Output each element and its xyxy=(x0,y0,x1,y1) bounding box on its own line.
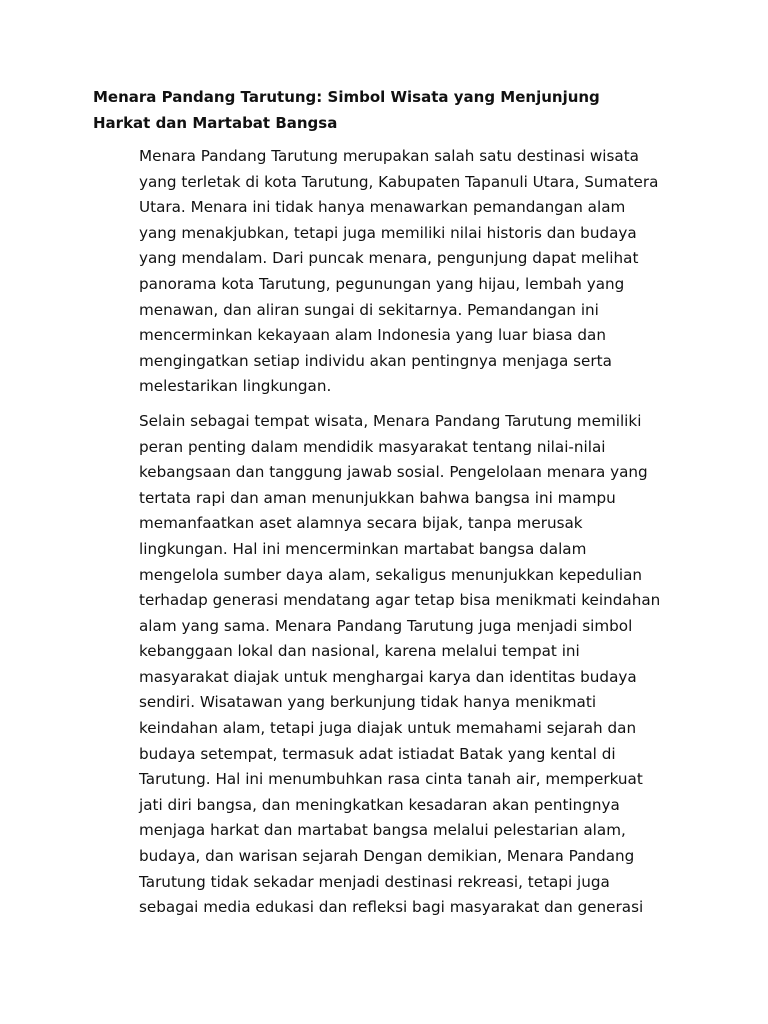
paragraph-line: sendiri. Wisatawan yang berkunjung tidak hanya menikmati xyxy=(139,693,597,712)
paragraph-line: panorama kota Tarutung, pegunungan yang hijau, lembah yang xyxy=(139,274,625,293)
paragraph-line: sebagai media edukasi dan refleksi bagi masyarakat dan generasi xyxy=(139,898,644,917)
paragraph-line: terhadap generasi mendatang agar tetap bisa menikmati keindahan xyxy=(139,591,661,610)
paragraph-line: Menara Pandang Tarutung merupakan salah satu destinasi wisata xyxy=(139,147,639,165)
title-line: Menara Pandang Tarutung: Simbol Wisata yang Menjunjung xyxy=(93,88,600,106)
paragraph-line: mengelola sumber daya alam, sekaligus menunjukkan kepedulian xyxy=(139,565,643,584)
paragraph-1 xyxy=(139,144,684,400)
paragraph-line: tertata rapi dan aman menunjukkan bahwa bangsa ini mampu xyxy=(139,488,616,507)
paragraph-line: yang mendalam. Dari puncak menara, pengunjung dapat melihat xyxy=(139,249,639,268)
paragraph-line: lingkungan. Hal ini mencerminkan martabat bangsa dalam xyxy=(139,539,587,558)
paragraph-line: Tarutung tidak sekadar menjadi destinasi rekreasi, tetapi juga xyxy=(139,872,610,891)
paragraph-line: kebanggaan lokal dan nasional, karena melalui tempat ini xyxy=(139,642,580,661)
paragraph-line: Selain sebagai tempat wisata, Menara Pandang Tarutung memiliki xyxy=(139,411,642,430)
paragraph-line: yang menakjubkan, tetapi juga memiliki nilai historis dan budaya xyxy=(139,223,637,242)
title-line: Harkat dan Martabat Bangsa xyxy=(93,113,338,132)
paragraph-line: Utara. Menara ini tidak hanya menawarkan pemandangan alam xyxy=(139,198,626,217)
paragraph-line: melestarikan lingkungan. xyxy=(139,377,332,396)
document-title xyxy=(93,84,653,135)
paragraph-line: jati diri bangsa, dan meningkatkan kesadaran akan pentingnya xyxy=(139,795,620,814)
paragraph-line: peran penting dalam mendidik masyarakat tentang nilai-nilai xyxy=(139,437,606,456)
paragraph-line: kebangsaan dan tanggung jawab sosial. Pengelolaan menara yang xyxy=(139,463,648,482)
paragraph-line: yang terletak di kota Tarutung, Kabupaten Tapanuli Utara, Sumatera xyxy=(139,172,659,191)
paragraph-line: mencerminkan kekayaan alam Indonesia yang luar biasa dan xyxy=(139,326,606,345)
paragraph-line: masyarakat diajak untuk menghargai karya dan identitas budaya xyxy=(139,667,637,686)
paragraph-2 xyxy=(139,409,684,921)
paragraph-line: budaya setempat, termasuk adat istiadat Batak yang kental di xyxy=(139,744,616,763)
paragraph-line: Tarutung. Hal ini menumbuhkan rasa cinta tanah air, memperkuat xyxy=(139,770,643,789)
paragraph-line: mengingatkan setiap individu akan pentingnya menjaga serta xyxy=(139,351,612,370)
paragraph-line: keindahan alam, tetapi juga diajak untuk memahami sejarah dan xyxy=(139,719,637,738)
paragraph-line: budaya, dan warisan sejarah Dengan demikian, Menara Pandang xyxy=(139,847,635,866)
paragraph-line: menawan, dan aliran sungai di sekitarnya. Pemandangan ini xyxy=(139,300,599,319)
paragraph-line: memanfaatkan aset alamnya secara bijak, tanpa merusak xyxy=(139,514,583,533)
paragraph-line: alam yang sama. Menara Pandang Tarutung juga menjadi simbol xyxy=(139,616,633,635)
paragraph-line: menjaga harkat dan martabat bangsa melalui pelestarian alam, xyxy=(139,821,626,840)
document-body xyxy=(139,144,684,930)
